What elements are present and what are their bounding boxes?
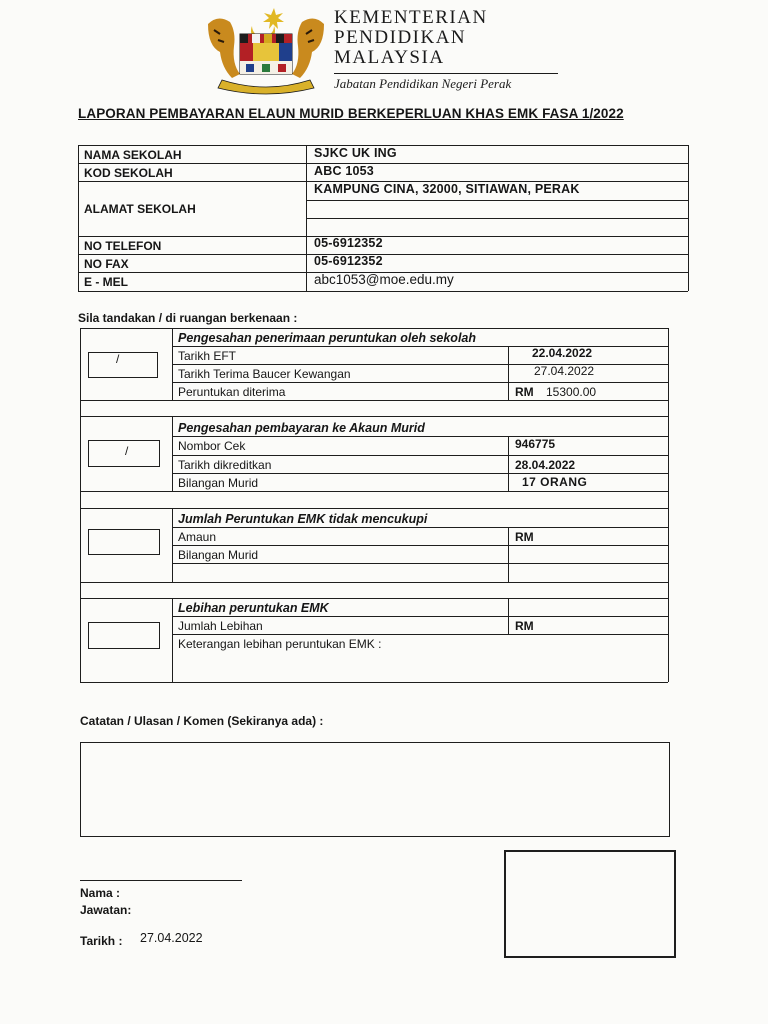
email-value: abc1053@moe.edu.my	[314, 272, 454, 287]
fax-label: NO FAX	[84, 257, 129, 271]
ministry-line-3: MALAYSIA	[334, 47, 445, 68]
section-2-row-1-label: Nombor Cek	[178, 439, 246, 453]
fax-value: 05-6912352	[314, 254, 383, 268]
section-2-row-1-value: 946775	[515, 437, 556, 451]
date-label: Tarikh :	[80, 934, 123, 948]
notes-label: Catatan / Ulasan / Komen (Sekiranya ada) :	[80, 714, 324, 728]
phone-label: NO TELEFON	[84, 239, 162, 253]
ministry-heading	[334, 8, 558, 92]
section-3-row-1-label: Amaun	[178, 530, 217, 544]
section-1-row-2-label: Tarikh Terima Baucer Kewangan	[178, 367, 351, 381]
name-label: Nama :	[80, 886, 121, 900]
section-1-row-1-label: Tarikh EFT	[178, 349, 237, 363]
ministry-line-1: KEMENTERIAN	[334, 7, 488, 28]
school-address-value: KAMPUNG CINA, 32000, SITIAWAN, PERAK	[314, 182, 580, 196]
date-value: 27.04.2022	[140, 931, 203, 945]
school-code-label: KOD SEKOLAH	[84, 166, 173, 180]
section-2-row-2-value: 28.04.2022	[515, 458, 576, 472]
ministry-divider	[334, 73, 558, 74]
school-address-label: ALAMAT SEKOLAH	[84, 202, 196, 216]
section-1-check-mark: /	[116, 352, 120, 366]
section-2-heading: Pengesahan pembayaran ke Akaun Murid	[178, 421, 425, 435]
section-2-check-mark: /	[125, 444, 129, 458]
ministry-line-2: PENDIDIKAN	[334, 27, 467, 48]
school-name-value: SJKC UK ING	[314, 146, 397, 160]
section-1-heading: Pengesahan penerimaan peruntukan oleh sekolah	[178, 331, 477, 345]
section-4-row-1-prefix: RM	[515, 619, 534, 633]
document-title: LAPORAN PEMBAYARAN ELAUN MURID BERKEPERLUAN KHAS EMK FASA 1/2022	[78, 106, 624, 121]
email-label: E - MEL	[84, 275, 128, 289]
section-1-row-2-value: 27.04.2022	[534, 364, 595, 378]
section-3-checkbox[interactable]	[88, 529, 160, 555]
section-2-row-3-value: 17 ORANG	[522, 475, 588, 489]
malaysia-coat-of-arms-icon	[200, 4, 332, 96]
section-2-checkbox[interactable]	[88, 440, 160, 467]
section-1-row-3-value: 15300.00	[546, 385, 597, 399]
phone-value: 05-6912352	[314, 236, 383, 250]
school-name-label: NAMA SEKOLAH	[84, 148, 182, 162]
instruction-text: Sila tandakan / di ruangan berkenaan :	[78, 311, 298, 325]
section-3-heading: Jumlah Peruntukan EMK tidak mencukupi	[178, 512, 428, 526]
section-1-row-3-label: Peruntukan diterima	[178, 385, 286, 399]
signature-line	[80, 880, 242, 881]
section-1-checkbox[interactable]	[88, 352, 158, 378]
school-code-value: ABC 1053	[314, 164, 374, 178]
section-3-row-1-prefix: RM	[515, 530, 534, 544]
position-label: Jawatan:	[80, 903, 132, 917]
section-2-row-3-label: Bilangan Murid	[178, 476, 259, 490]
section-2-row-2-label: Tarikh dikreditkan	[178, 458, 272, 472]
section-1-row-1-value: 22.04.2022	[532, 346, 593, 360]
notes-box[interactable]	[80, 742, 670, 837]
section-4-row-1-label: Jumlah Lebihan	[178, 619, 263, 633]
section-1-row-3-prefix: RM	[515, 385, 534, 399]
official-stamp-box	[504, 850, 676, 958]
section-4-checkbox[interactable]	[88, 622, 160, 649]
section-4-heading: Lebihan peruntukan EMK	[178, 601, 329, 615]
section-4-row-2-label: Keterangan lebihan peruntukan EMK :	[178, 637, 382, 651]
section-3-row-2-label: Bilangan Murid	[178, 548, 259, 562]
department-name: Jabatan Pendidikan Negeri Perak	[334, 76, 512, 91]
